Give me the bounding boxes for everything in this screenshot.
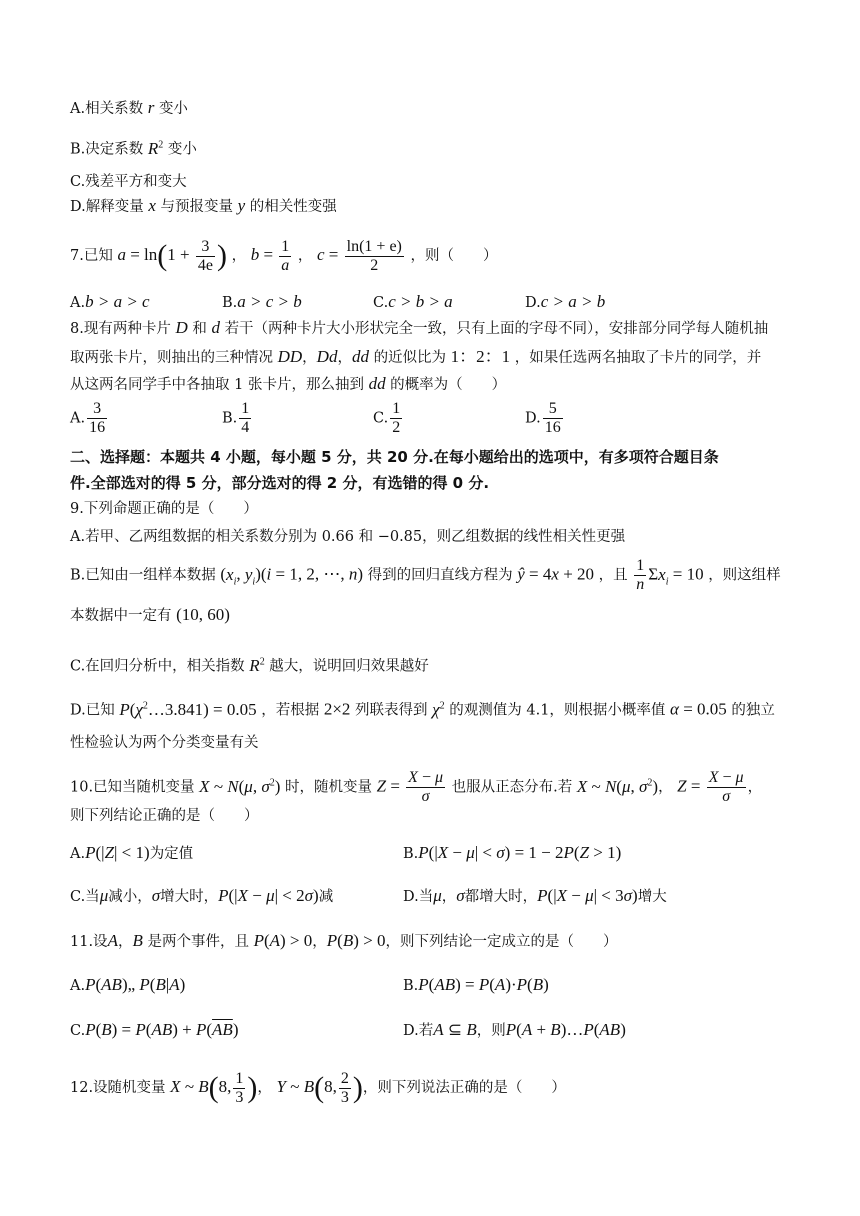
q10-s5: ， <box>747 779 763 796</box>
q11-stem <box>70 931 617 952</box>
q6-a-tail: 变小 <box>158 101 188 117</box>
var-r: r <box>147 98 155 117</box>
q8-option-b <box>222 400 253 437</box>
q8-b-label: B. <box>222 410 238 427</box>
q9-b-eq: ŷ = 4x + 20 <box>517 564 595 584</box>
q6-option-c <box>70 172 187 192</box>
q6-option-d <box>70 196 337 217</box>
q12-paren2-open: ( <box>314 1071 325 1104</box>
q10-d-mu: μ <box>433 886 442 905</box>
q12-stem <box>70 1064 566 1111</box>
q9-c2: 越大，说明回归效果越好 <box>269 658 429 675</box>
q10-z1: Z = <box>376 776 405 796</box>
q10-c-sigma: σ <box>151 886 161 905</box>
section2-heading-line1: 二、选择题：本题共 4 小题，每小题 5 分，共 20 分.在每小题给出的选项中，有多项符合题目条 <box>70 448 719 466</box>
q10-d-sigma: σ <box>456 886 465 905</box>
q11-s5: ，则下列结论一定成立的是（ ） <box>385 934 618 950</box>
q8-l2b: 的近似比为 <box>373 350 447 366</box>
q9-b-point: (10, 60) <box>176 605 230 624</box>
q12-n2: 8, <box>324 1077 337 1096</box>
q8-b-num: 1 <box>241 400 250 417</box>
q7-math-one: 1 + <box>167 245 194 264</box>
q6-c-text: C.残差平方和变大 <box>70 174 187 190</box>
q10-dist1: X ~ N(μ, $\sigma^2$) <box>199 776 281 796</box>
q11-option-a: A.P(AB)„ P(B|A) <box>70 975 186 994</box>
q6-d-text1: D.解释变量 <box>70 199 144 215</box>
q9-d-table: 2×2 <box>323 699 351 719</box>
q8-dd: dd <box>351 347 369 366</box>
q7-option-a <box>70 292 150 313</box>
q10-option-d <box>403 886 667 907</box>
q12-s3: ，则下列说法正确的是（ ） <box>362 1080 566 1096</box>
q10-frac1: $\frac{X - \mu}{\sigma}$ <box>408 769 444 806</box>
q12-paren1-open: ( <box>208 1071 219 1104</box>
q10-frac2: $\frac{X - \mu}{\sigma}$ <box>708 769 744 806</box>
q8-l1a: 8.现有两种卡片 <box>70 321 171 337</box>
q10-d-expr: P(|X − μ| < 3σ) <box>537 886 638 905</box>
q11-option-c: $C.P(B) = P(AB) + P(\overline{AB})$ <box>70 1020 239 1039</box>
q7-d-expr: c > a > b <box>540 292 606 311</box>
q7-a-label: A. <box>70 295 86 311</box>
q7-suffix: ，则（ ） <box>410 248 498 264</box>
q12-s1: 12.设随机变量 <box>70 1080 166 1096</box>
q12-paren2-close: ) <box>352 1071 363 1104</box>
q7-paren-close: ) <box>216 239 227 272</box>
q6-a-text: A.相关系数 <box>70 101 144 117</box>
q10-a-tail: 为定值 <box>149 846 194 862</box>
q8-ratio: 1：2：1 <box>450 347 511 366</box>
q11-d-subset: A ⊆ B <box>433 1020 477 1039</box>
q11-s1: 11.设 <box>70 934 108 950</box>
q7-stem <box>70 232 497 279</box>
q7-option-c <box>373 292 453 313</box>
q10-b-expr: P(|X − μ| < σ) = 1 − 2P(Z > 1) <box>418 843 622 862</box>
q7-prefix: 7.已知 <box>70 248 113 264</box>
q8-Dd: Dd <box>316 347 338 366</box>
q10-z2: Z = <box>677 776 705 796</box>
q8-c-num: 1 <box>392 400 401 417</box>
q7-c-label: C. <box>373 295 389 311</box>
q9-option-a: A.若甲、乙两组数据的相关系数分别为 0.66 和 −0.85，则乙组数据的线性相关性更强 <box>70 529 626 545</box>
q9-option-c <box>70 652 429 677</box>
q8-l3b: 的概率为（ ） <box>390 377 507 393</box>
q10-c-mu: μ <box>99 886 109 905</box>
q9-b4: ，则这组样 <box>708 567 781 584</box>
q9-alpha: α = 0.05 <box>670 699 727 719</box>
var-y: y <box>237 196 246 215</box>
q11-d-if: D.若 <box>403 1023 434 1039</box>
q7-math-b: b <box>250 245 260 264</box>
q9-d1: D.已知 <box>70 702 115 719</box>
q8-d-frac <box>543 400 563 437</box>
q8-l2a: 取两张卡片，则抽出的三种情况 <box>70 350 273 366</box>
q7-math-c: c <box>317 245 325 264</box>
q8-line2: 取两张卡片，则抽出的三种情况 DD，Dd，dd 的近似比为 1：2：1 ，如果任选两名抽取了卡片的同学，并 <box>70 347 762 366</box>
q7-b-label: B. <box>222 295 238 311</box>
q10-stem <box>70 760 762 811</box>
q8-l2c: ，如果任选两名抽取了卡片的同学，并 <box>514 350 762 366</box>
q12-n1: 8, <box>218 1077 232 1096</box>
q9-b2: 得到的回归直线方程为 <box>367 567 513 584</box>
q11-pa: P(A) > 0 <box>253 931 313 950</box>
q8-l1c: 若干（两种卡片大小形状完全一致，只有上面的字母不同），安排部分同学每人随机抽 <box>224 321 769 337</box>
q8-line1 <box>70 318 768 339</box>
q8-option-a <box>70 400 109 437</box>
q8-option-c <box>373 400 404 437</box>
q8-c-label: C. <box>373 410 389 427</box>
q8-DD: DD <box>277 347 303 366</box>
q10-option-b: B.P(|X − μ| < σ) = 1 − 2P(Z > 1) <box>403 843 622 862</box>
q7-math-a: a <box>117 245 126 264</box>
q8-line3 <box>70 374 506 395</box>
q11-A: A <box>107 931 118 950</box>
q7-math-eq3: = <box>324 245 343 264</box>
q8-options <box>70 400 790 444</box>
q8-a-num: 3 <box>87 400 107 419</box>
q9-d2: ，若根据 <box>261 702 320 719</box>
q10-stem-cont: 则下列结论正确的是（ ） <box>70 808 259 824</box>
q7-a-expr: b > a > c <box>85 292 150 311</box>
q10-c3: 增大时， <box>160 889 219 905</box>
q9-b3: ，且 <box>598 567 628 584</box>
q10-d1: D.当 <box>403 889 434 905</box>
q9-option-d-cont: 性检验认为两个分类变量有关 <box>70 735 259 751</box>
q9-option-b <box>70 557 781 599</box>
q9-option-b-cont <box>70 605 230 626</box>
q7-c-expr: c > b > a <box>388 292 453 311</box>
q11-d-expr: P(A + B)…P(AB) <box>505 1020 626 1039</box>
section2-heading-line2: 件.全部选对的得 5 分，部分选对的得 2 分，有选错的得 0 分. <box>70 474 490 492</box>
q10-s4: ， <box>658 779 673 796</box>
q7-frac-ln: $\frac{\ln(1 + e)}{2}$ <box>346 237 402 274</box>
q10-c2: 减小， <box>108 889 152 905</box>
q10-c4: 减 <box>318 889 334 905</box>
q8-l1b: 和 <box>192 321 207 337</box>
q9-b5: 本数据中一定有 <box>70 608 172 624</box>
q8-a-den: 16 <box>89 419 106 436</box>
q10-d2: ， <box>441 889 457 905</box>
q11-c-expr: $P(B) = P(AB) + P(\overline{AB})$ <box>85 1020 239 1039</box>
q11-b-expr: P(AB) = P(A)·P(B) <box>418 975 549 994</box>
q10-dist2: X ~ N(μ, $\sigma^2$) <box>576 776 659 796</box>
q9-d4: 的观测值为 4.1，则根据小概率值 <box>449 702 666 719</box>
q11-s4: ， <box>312 934 327 950</box>
q11-pb: P(B) > 0 <box>326 931 386 950</box>
q8-a-frac <box>87 400 107 437</box>
var-R2: $R^2$ <box>147 138 164 158</box>
q11-B: B <box>132 931 143 950</box>
q8-c-frac <box>390 400 402 437</box>
q9-option-d <box>70 696 775 721</box>
q12-x-dist: X ~ B <box>170 1077 209 1096</box>
q9-b-sample: ($x_i$, $y_i)(i = 1$, 2, ⋯, n) <box>220 564 364 587</box>
q10-s3: 也服从正态分布.若 <box>451 779 573 796</box>
q8-c-den: 2 <box>392 419 401 436</box>
q9-d3: 列联表得到 <box>355 702 428 719</box>
q8-b-den: 4 <box>241 419 250 436</box>
q11-s2: ， <box>117 934 133 950</box>
q11-option-d <box>403 1020 626 1041</box>
q8-d-den: 16 <box>544 419 561 436</box>
q10-s1: 10.已知当随机变量 <box>70 779 195 796</box>
q8-d: d <box>211 318 220 337</box>
q8-d-num: 5 <box>543 400 563 419</box>
q6-b-text: B.决定系数 <box>70 141 144 158</box>
q7-frac-3-4e: $\frac{3}{4e}$ <box>197 237 213 274</box>
q7-comma2: ， <box>297 248 313 264</box>
q10-d3: 都增大时， <box>464 889 538 905</box>
q7-option-d <box>525 292 605 313</box>
q11-d-then: ，则 <box>476 1023 506 1039</box>
q7-frac-1-a: $\frac{1}{a}$ <box>281 237 290 274</box>
q7-math-eq2: = <box>259 245 278 264</box>
q10-a-expr: P(|Z| < 1) <box>85 843 150 862</box>
q6-option-a <box>70 98 188 119</box>
q8-l3a: 从这两名同学手中各抽取 1 张卡片，那么抽到 <box>70 377 364 393</box>
q11-s3: 是两个事件，且 <box>147 934 249 950</box>
q9-R2: $R^2$ <box>249 655 265 675</box>
q7-comma1: ， <box>231 248 247 264</box>
q12-frac1: $\frac{1}{3}$ <box>235 1069 244 1106</box>
q9-stem: 9.下列命题正确的是（ ） <box>70 501 258 517</box>
q6-option-b <box>70 135 197 160</box>
q12-s2: ， <box>257 1080 272 1096</box>
q6-b-tail: 变小 <box>167 141 197 158</box>
q7-paren-open: ( <box>157 239 168 272</box>
q7-math-eq1: = ln <box>125 245 158 264</box>
q10-d4: 增大 <box>637 889 667 905</box>
q7-option-b <box>222 292 302 313</box>
q10-s2: 时，随机变量 <box>285 779 372 796</box>
q9-b-sum: $\Sigma x_i = 10$ <box>648 564 704 587</box>
q9-c1: C.在回归分析中，相关指数 <box>70 658 245 675</box>
q11-option-b: B.P(AB) = P(A)·P(B) <box>403 975 549 994</box>
q10-option-c <box>70 886 333 907</box>
q8-dd2: dd <box>368 374 386 393</box>
q8-option-d <box>525 400 565 437</box>
q12-paren1-close: ) <box>247 1071 258 1104</box>
q11-a-expr: P(AB)„ P(B|A) <box>85 975 186 994</box>
q9-d-prob: $P(\chi^2\dots 3.841) = 0.05$ <box>119 699 257 719</box>
q8-D: D <box>175 318 188 337</box>
q10-c1: C.当 <box>70 889 100 905</box>
q7-d-label: D. <box>525 295 541 311</box>
var-x: x <box>148 196 156 215</box>
q9-chi2: $\chi^2$ <box>432 699 445 719</box>
q9-b1: B.已知由一组样本数据 <box>70 567 216 584</box>
q8-a-label: A. <box>70 410 86 427</box>
q9-b-frac: $\frac{1}{n}$ <box>636 557 645 593</box>
q6-d-text2: 与预报变量 <box>160 199 233 215</box>
q9-d5: 的独立 <box>731 702 775 719</box>
q7-b-expr: a > c > b <box>237 292 302 311</box>
q10-c-expr: P(|X − μ| < 2σ) <box>218 886 319 905</box>
q8-b-frac <box>239 400 251 437</box>
q12-y-dist: Y ~ B <box>276 1077 315 1096</box>
q8-d-label: D. <box>525 410 541 427</box>
q10-option-a: A.P(|Z| < 1)为定值 <box>70 843 194 862</box>
q12-frac2: $\frac{2}{3}$ <box>340 1069 349 1106</box>
q6-d-text3: 的相关性变强 <box>249 199 337 215</box>
